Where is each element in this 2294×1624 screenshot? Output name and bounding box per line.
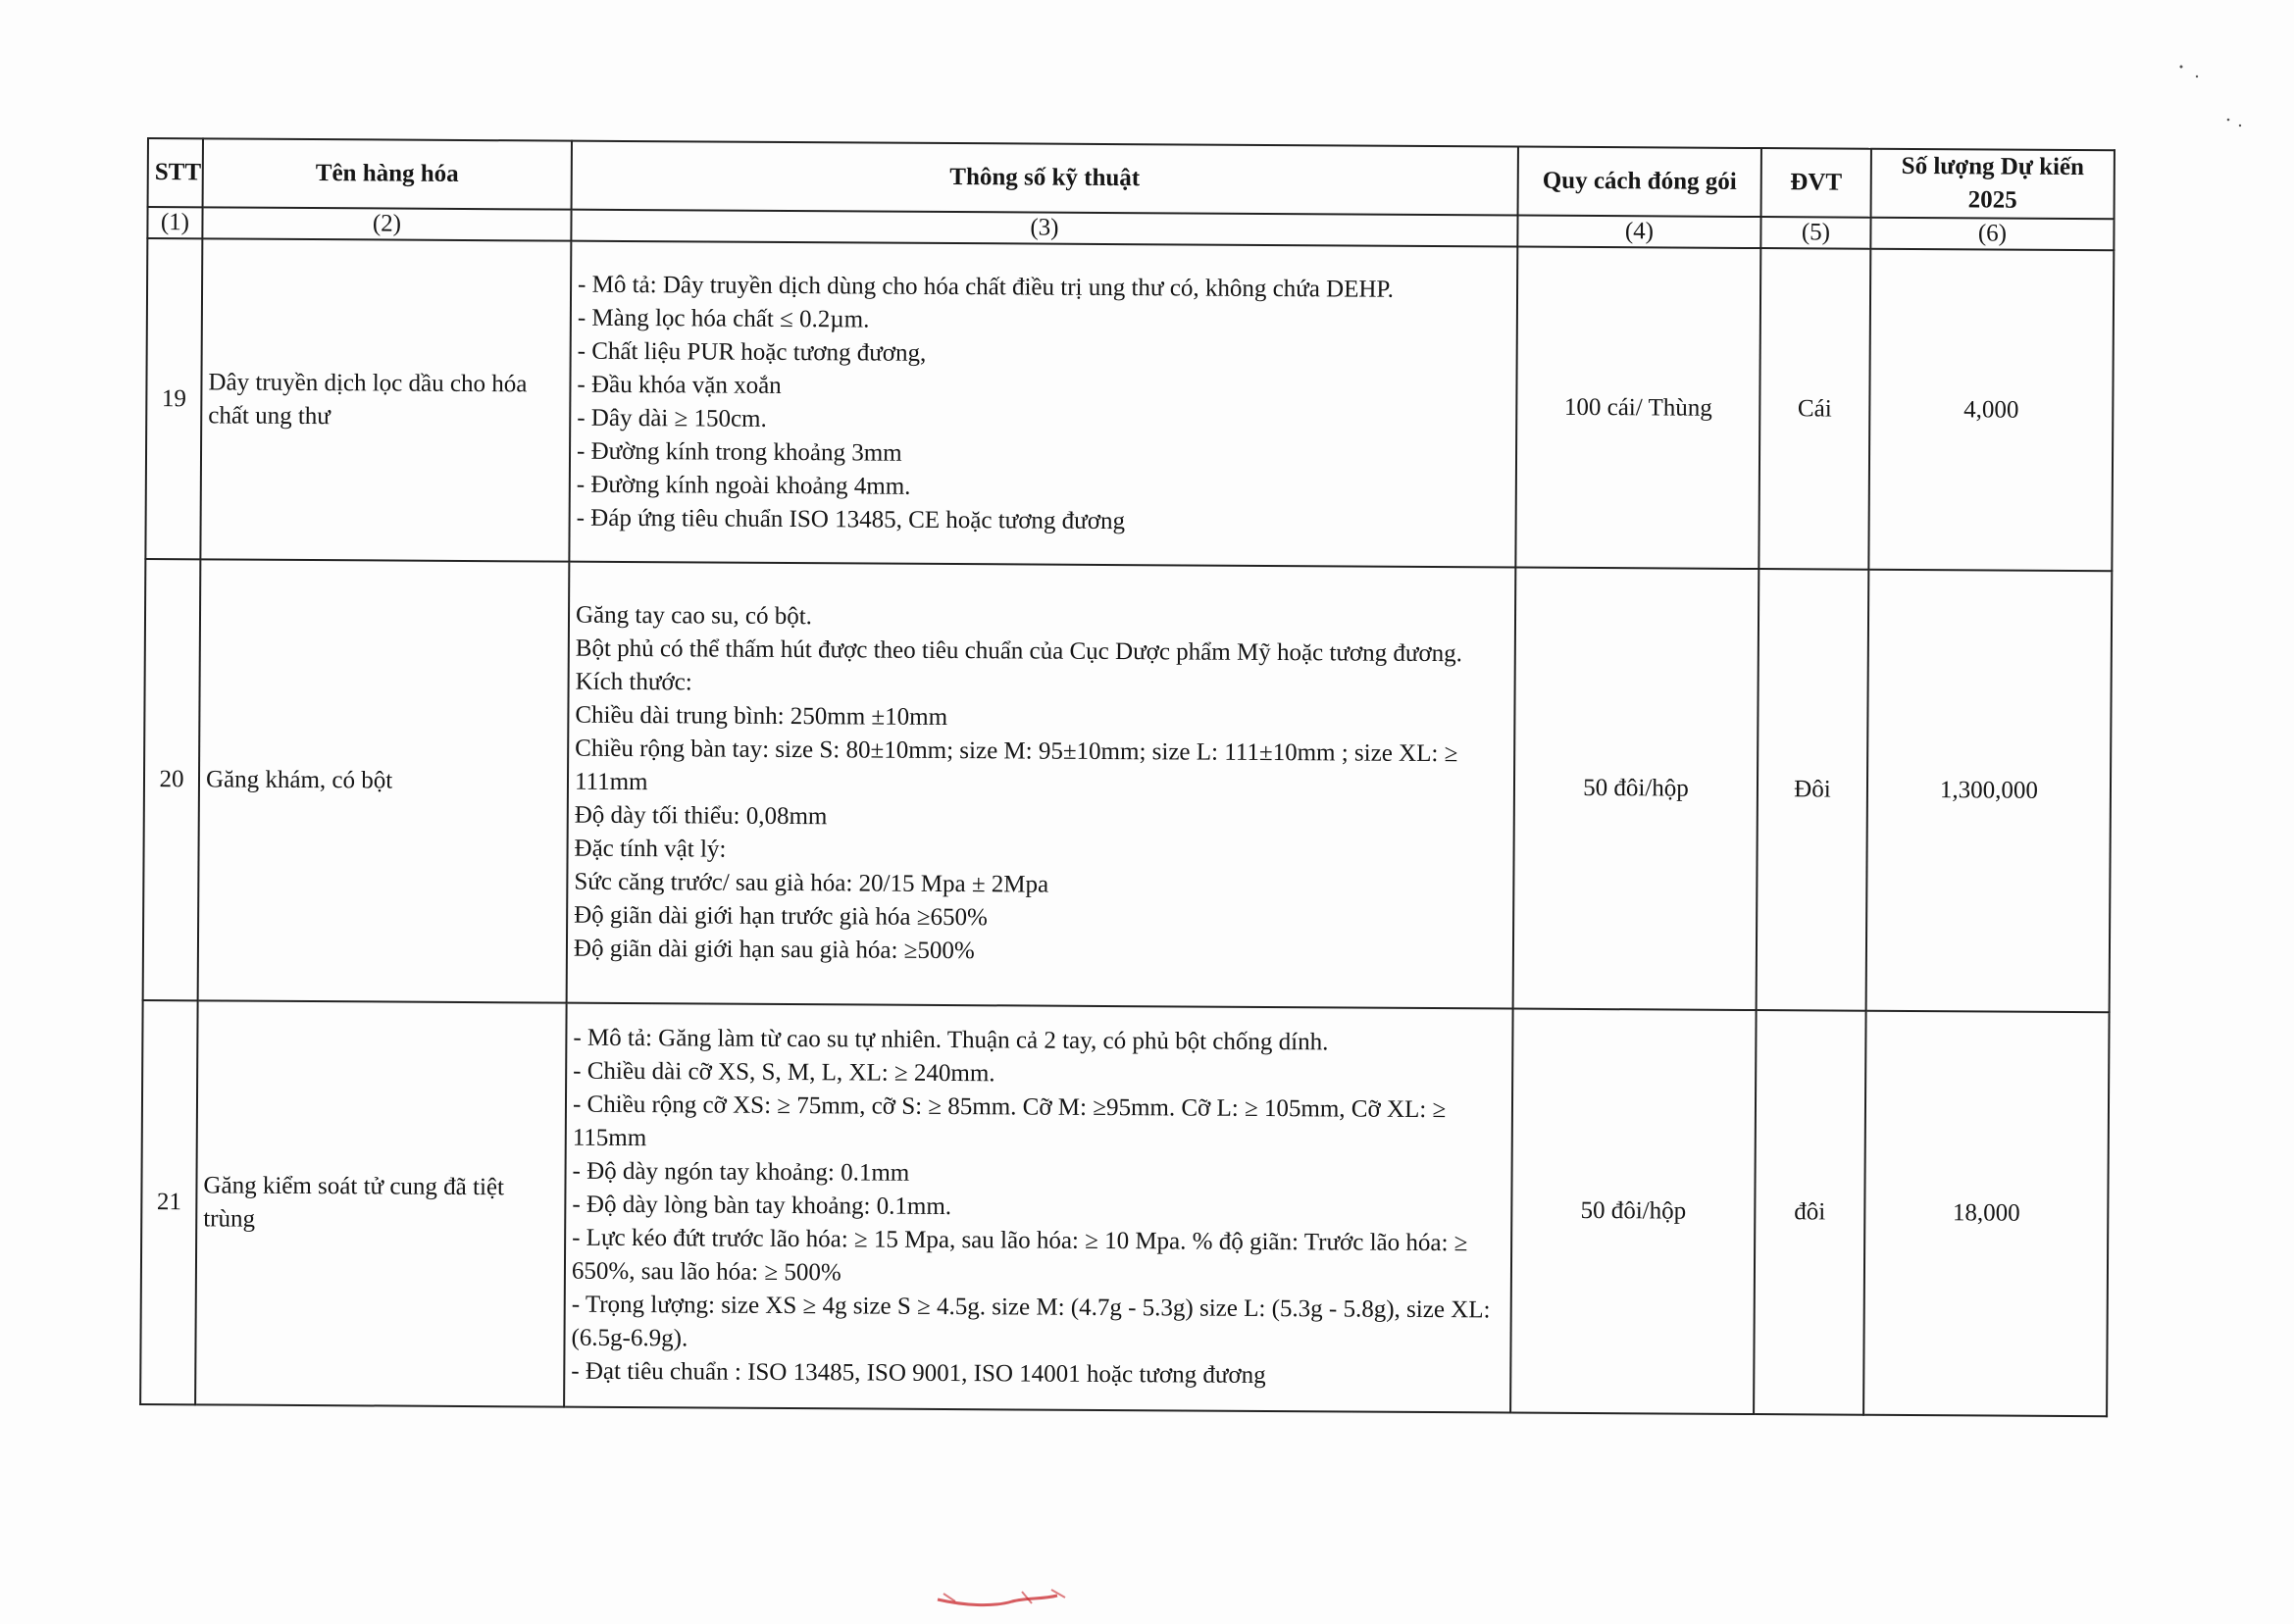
row-qty: 1,300,000 bbox=[1866, 570, 2113, 1013]
header-packing: Quy cách đóng gói bbox=[1518, 147, 1761, 218]
row-stt: 21 bbox=[140, 1000, 198, 1404]
table-header-row bbox=[148, 138, 2115, 219]
header-unit: ĐVT bbox=[1761, 148, 1871, 218]
spec-line: Kích thước: bbox=[575, 668, 692, 696]
row-stt: 19 bbox=[145, 238, 202, 559]
row-stt: 20 bbox=[143, 559, 201, 1000]
spec-line: Độ giãn dài giới hạn trước già hóa ≥650% bbox=[574, 901, 988, 932]
row-qty: 18,000 bbox=[1863, 1011, 2110, 1417]
row-packing: 50 đôi/hộp bbox=[1510, 1009, 1757, 1415]
row-item-name: Găng kiểm soát tử cung đã tiệt trùng bbox=[195, 1000, 567, 1406]
row-item-name: Găng khám, có bột bbox=[198, 559, 570, 1002]
spec-line: Sức căng trước/ sau già hóa: 20/15 Mpa ± 2Mpa bbox=[574, 868, 1049, 898]
header-qty: Số lượng Dự kiến 2025 bbox=[1871, 149, 2115, 220]
row-item-name: Dây truyền dịch lọc dầu cho hóa chất ung thư bbox=[200, 238, 571, 561]
specification-table bbox=[139, 137, 2116, 1417]
table-row bbox=[145, 238, 2114, 571]
spec-line: Đặc tính vật lý: bbox=[574, 835, 727, 863]
column-index: (1) bbox=[147, 207, 202, 238]
header-spec: Thông số kỹ thuật bbox=[572, 141, 1518, 216]
scan-specks bbox=[2167, 59, 2256, 147]
spec-line: - Đầu khóa vặn xoắn bbox=[577, 371, 782, 399]
spec-line: Chiều rộng bàn tay: size S: 80±10mm; size M: 95±10mm; size L: 111±10mm ; size XL: ≥ 111mm bbox=[574, 735, 1458, 796]
column-index: (4) bbox=[1517, 216, 1760, 249]
spec-line: Độ dày tối thiểu: 0,08mm bbox=[574, 801, 828, 831]
spec-line: - Lực kéo đứt trước lão hóa: ≥ 15 Mpa, sau lão hóa: ≥ 10 Mpa. % độ giãn: Trước lão hóa: ≥ 650%, sau lão hóa: ≥ 500% bbox=[571, 1224, 1468, 1287]
spec-line: Chiều dài trung bình: 250mm ±10mm bbox=[575, 701, 948, 731]
column-index: (5) bbox=[1760, 217, 1870, 249]
spec-line: - Độ dày ngón tay khoảng: 0.1mm bbox=[572, 1157, 910, 1187]
header-stt: STT bbox=[148, 138, 203, 207]
row-packing: 50 đôi/hộp bbox=[1513, 568, 1759, 1011]
row-spec bbox=[567, 562, 1516, 1009]
row-unit: Đôi bbox=[1757, 569, 1869, 1011]
row-packing: 100 cái/ Thùng bbox=[1515, 247, 1760, 570]
red-stamp-mark bbox=[934, 1586, 1081, 1609]
spec-line: - Dây dài ≥ 150cm. bbox=[577, 404, 767, 432]
spec-line: - Chất liệu PUR hoặc tương đương, bbox=[577, 337, 927, 367]
spec-line: - Mô tả: Găng làm từ cao su tự nhiên. Thuận cả 2 tay, có phủ bột chống dính. bbox=[573, 1024, 1329, 1056]
column-index: (3) bbox=[571, 210, 1517, 247]
header-name: Tên hàng hóa bbox=[203, 138, 572, 209]
spec-line: - Đường kính ngoài khoảng 4mm. bbox=[576, 471, 911, 500]
row-unit: Cái bbox=[1759, 248, 1870, 570]
spec-line: - Đạt tiêu chuẩn : ISO 13485, ISO 9001, ISO 14001 hoặc tương đương bbox=[571, 1357, 1266, 1389]
spec-line: - Độ dày lòng bàn tay khoảng: 0.1mm. bbox=[572, 1191, 952, 1221]
column-index: (2) bbox=[202, 207, 571, 240]
spec-line: - Chiều dài cỡ XS, S, M, L, XL: ≥ 240mm. bbox=[573, 1057, 995, 1088]
column-index: (6) bbox=[1870, 218, 2114, 251]
row-spec bbox=[564, 1003, 1512, 1413]
spec-line: - Đường kính trong khoảng 3mm bbox=[576, 437, 902, 467]
spec-line: - Trọng lượng: size XS ≥ 4g size S ≥ 4.5g. size M: (4.7g - 5.3g) size L: (5.3g - 5.8g), size XL: (6.5g-6.9g). bbox=[571, 1291, 1491, 1352]
table-row bbox=[140, 1000, 2109, 1416]
row-unit: đôi bbox=[1754, 1010, 1866, 1415]
spec-line: Bột phủ có thể thấm hút được theo tiêu chuẩn của Cục Dược phẩm Mỹ hoặc tương đương. bbox=[575, 634, 1463, 668]
spec-line: - Chiều rộng cỡ XS: ≥ 75mm, cỡ S: ≥ 85mm. Cỡ M: ≥95mm. Cỡ L: ≥ 105mm, Cỡ XL: ≥ 115mm bbox=[572, 1091, 1447, 1152]
table-row bbox=[143, 559, 2113, 1012]
row-qty: 4,000 bbox=[1868, 249, 2114, 572]
spec-line: - Đáp ứng tiêu chuẩn ISO 13485, CE hoặc tương đương bbox=[576, 504, 1126, 534]
spec-line: - Màng lọc hóa chất ≤ 0.2µm. bbox=[577, 304, 870, 333]
spec-line: - Mô tả: Dây truyền dịch dùng cho hóa chất điều trị ung thư có, không chứa DEHP. bbox=[578, 271, 1394, 303]
row-spec bbox=[569, 241, 1517, 568]
spec-line: Độ giãn dài giới hạn sau già hóa: ≥500% bbox=[573, 935, 975, 965]
spec-line: Găng tay cao su, có bột. bbox=[575, 601, 813, 631]
